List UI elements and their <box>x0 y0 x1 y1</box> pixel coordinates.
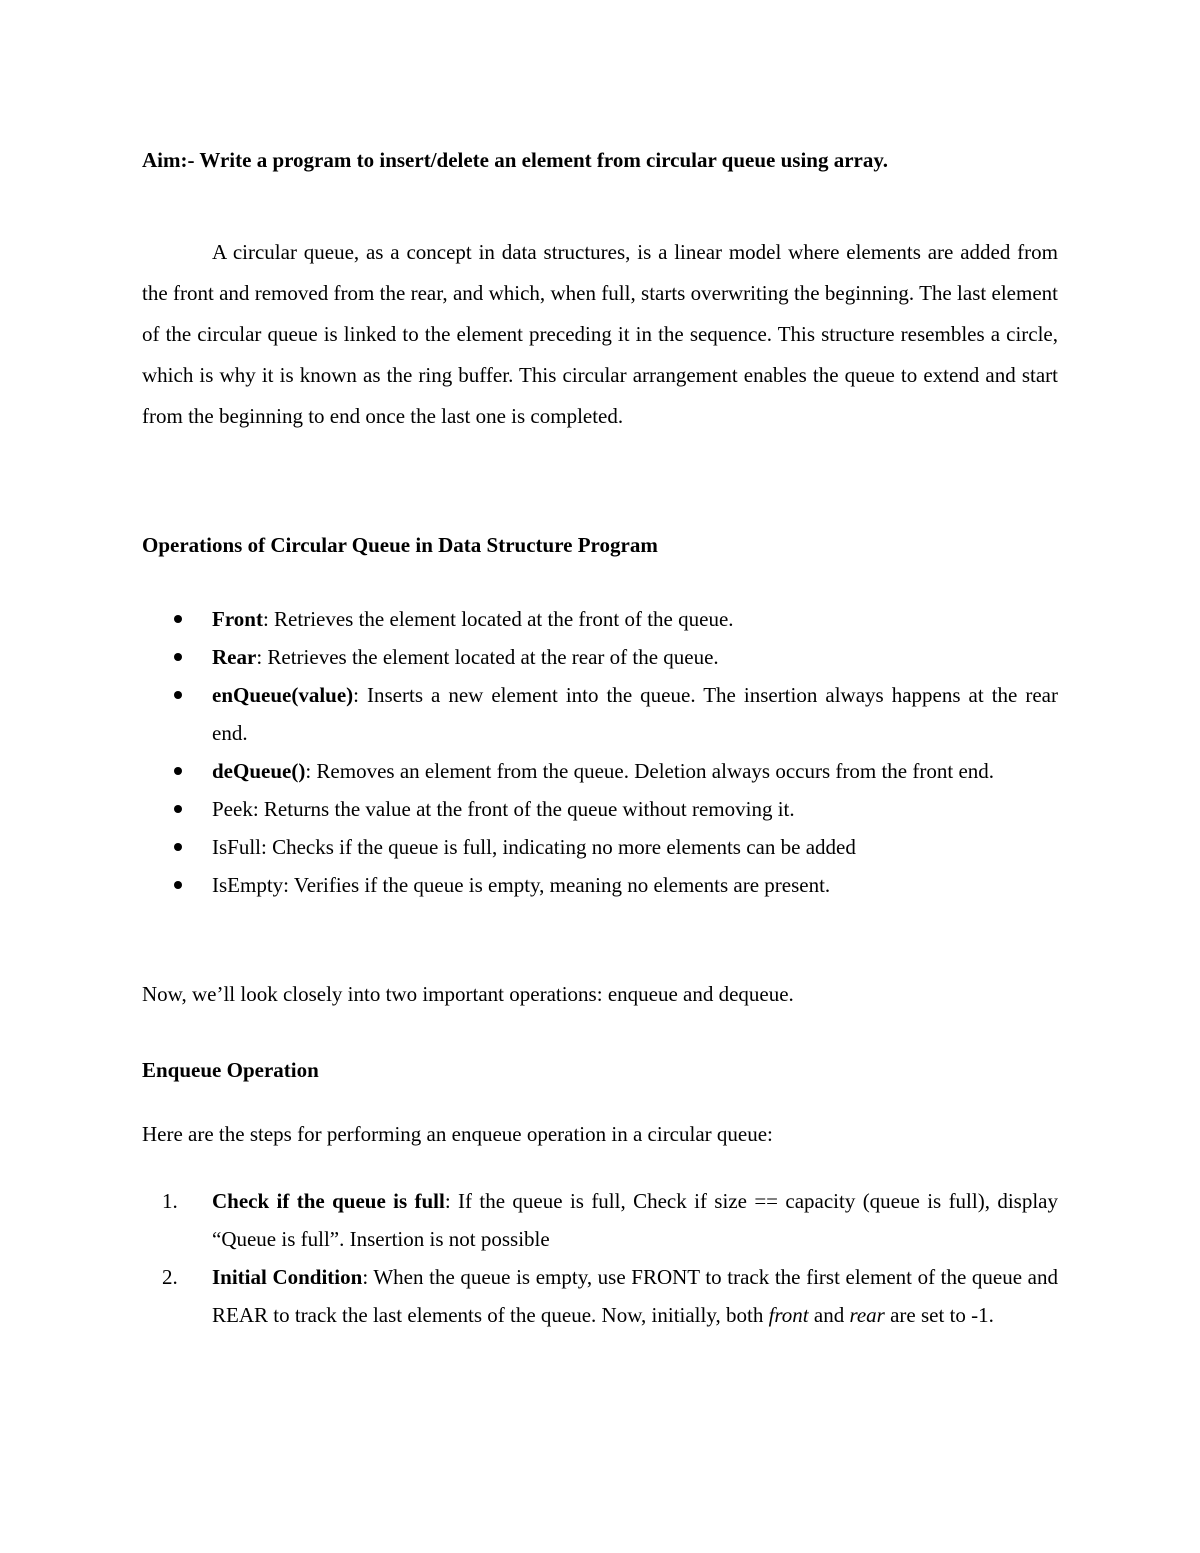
transition-paragraph: Now, we’ll look closely into two important operations: enqueue and dequeue. <box>142 982 794 1006</box>
enqueue-heading: Enqueue Operation <box>142 1058 319 1082</box>
operation-description: : Inserts a new element into the queue. The insertion always happens at the rear end. <box>212 683 1058 745</box>
step-term: Initial Condition <box>212 1265 363 1289</box>
list-item <box>142 1182 1058 1258</box>
step-description: : When the queue is empty, use FRONT to track the first element of the queue and REAR to track the last elements of the queue. Now, initially, both <box>212 1265 1058 1327</box>
list-item <box>142 866 1058 904</box>
operation-description: IsEmpty: Verifies if the queue is empty, meaning no elements are present. <box>212 873 831 897</box>
list-item <box>142 752 1058 790</box>
bullet-icon <box>174 615 182 623</box>
list-item <box>142 790 1058 828</box>
list-item <box>142 828 1058 866</box>
operations-list <box>142 600 1058 904</box>
operation-term: Rear <box>212 645 257 669</box>
step-description-cont: and <box>808 1303 850 1327</box>
operation-description: : Retrieves the element located at the front of the queue. <box>262 607 734 631</box>
step-number: 2. <box>162 1265 178 1289</box>
enqueue-intro: Here are the steps for performing an enqueue operation in a circular queue: <box>142 1122 773 1146</box>
list-item <box>142 1258 1058 1334</box>
step-term: Check if the queue is full <box>212 1189 445 1213</box>
operations-heading: Operations of Circular Queue in Data Structure Program <box>142 533 658 557</box>
step-description-end: are set to -1. <box>884 1303 994 1327</box>
list-item <box>142 600 1058 638</box>
bullet-icon <box>174 805 182 813</box>
list-item <box>142 676 1058 752</box>
bullet-icon <box>174 653 182 661</box>
operation-description: IsFull: Checks if the queue is full, indicating no more elements can be added <box>212 835 856 859</box>
enqueue-steps <box>142 1182 1058 1334</box>
operation-term: Front <box>212 607 263 631</box>
operation-description: : Retrieves the element located at the rear of the queue. <box>256 645 719 669</box>
emphasis-rear: rear <box>849 1303 885 1327</box>
operation-term: enQueue(value) <box>212 683 354 707</box>
aim-heading: Aim:- Write a program to insert/delete an element from circular queue using array. <box>142 148 888 172</box>
operation-description: Peek: Returns the value at the front of the queue without removing it. <box>212 797 795 821</box>
step-description: : If the queue is full, Check if size == capacity (queue is full), display “Queue is full”. Insertion is not possible <box>212 1189 1059 1251</box>
intro-paragraph: A circular queue, as a concept in data structures, is a linear model where elements are added from the front and removed from the rear, and which, when full, starts overwriting the beginning. The last element of the circular queue is linked to the element preceding it in the sequence. This structure resembles a circle, which is why it is known as the ring buffer. This circular arrangement enables the queue to extend and start from the beginning to end once the last one is completed. <box>142 240 1058 428</box>
bullet-icon <box>174 843 182 851</box>
operation-description: : Removes an element from the queue. Deletion always occurs from the front end. <box>305 759 995 783</box>
emphasis-front: front <box>768 1303 809 1327</box>
bullet-icon <box>174 767 182 775</box>
bullet-icon <box>174 691 182 699</box>
bullet-icon <box>174 881 182 889</box>
step-number: 1. <box>162 1189 178 1213</box>
operation-term: deQueue() <box>212 759 306 783</box>
list-item <box>142 638 1058 676</box>
